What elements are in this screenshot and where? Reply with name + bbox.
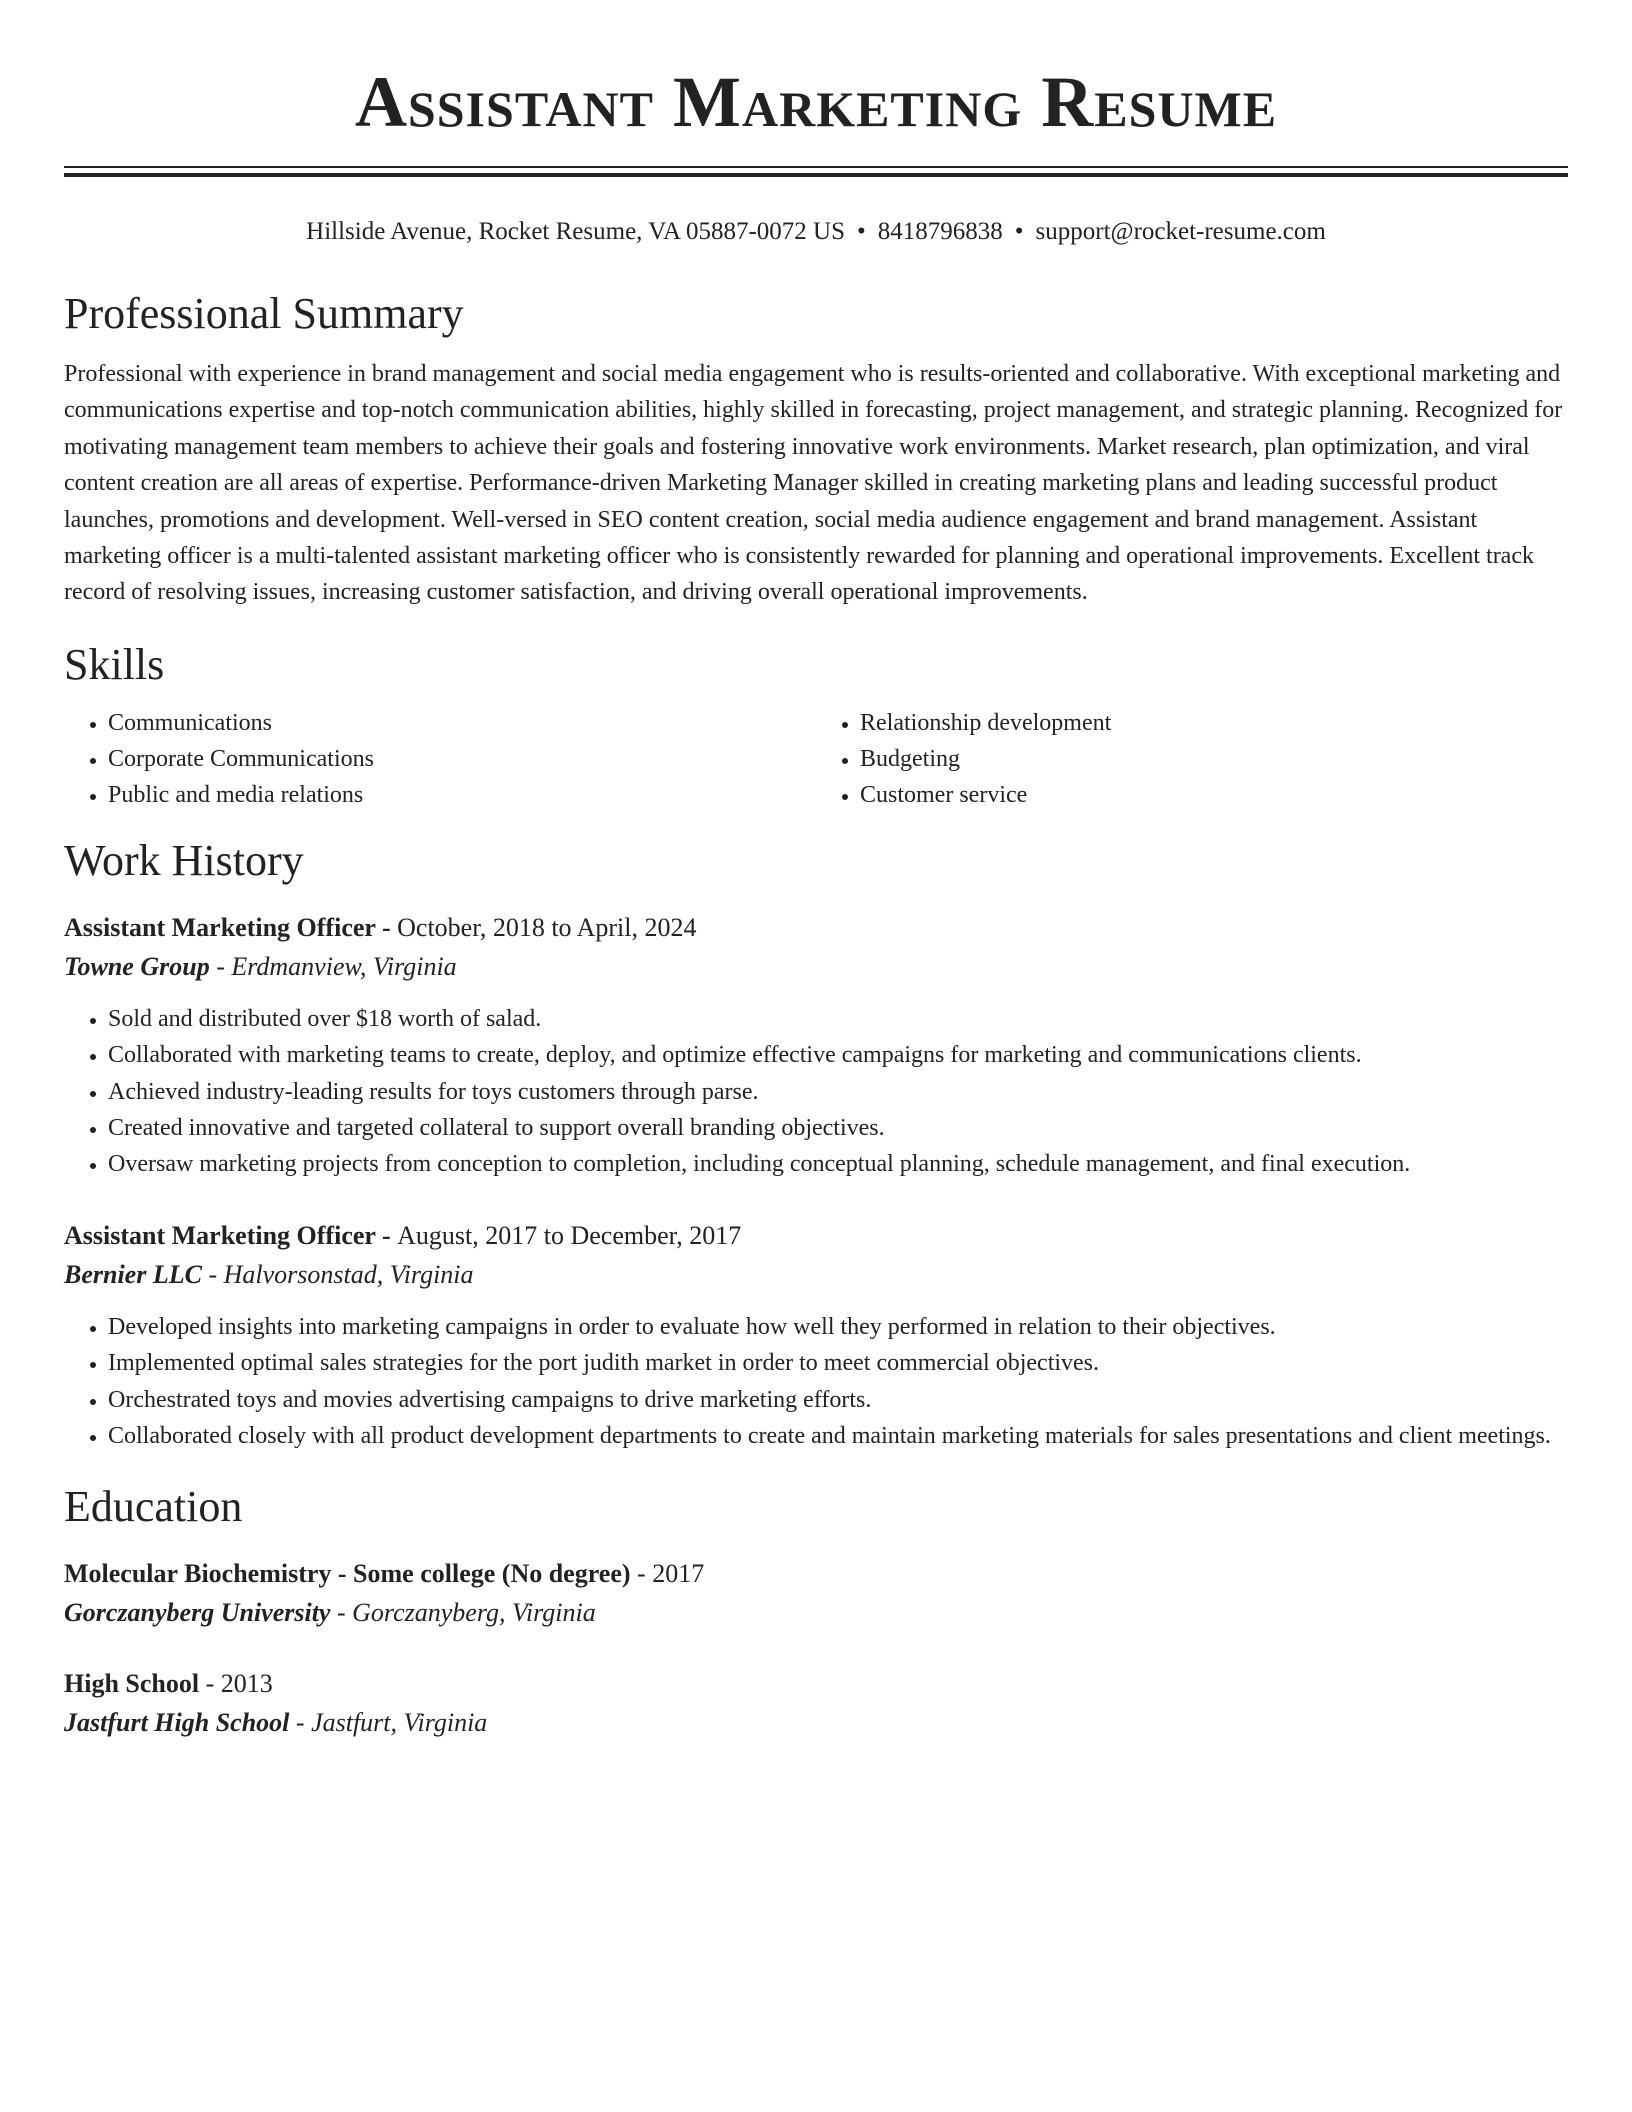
contact-address: Hillside Avenue, Rocket Resume, VA 05887-0072 US bbox=[306, 218, 846, 245]
job-bullet: • Sold and distributed over $18 worth of salad. bbox=[108, 1001, 1568, 1037]
education-school: Jastfurt High School bbox=[64, 1707, 290, 1737]
header-divider bbox=[64, 166, 1568, 178]
job-bullets bbox=[64, 1309, 1568, 1455]
job-company: Bernier LLC bbox=[64, 1259, 202, 1289]
skill-item: • Customer service bbox=[860, 777, 1568, 813]
job-bullet: • Achieved industry-leading results for toys customers through parse. bbox=[108, 1074, 1568, 1110]
contact-line bbox=[64, 216, 1568, 248]
education-entry bbox=[64, 1665, 1568, 1743]
education-school: Gorczanyberg University bbox=[64, 1597, 331, 1627]
contact-email: support@rocket-resume.com bbox=[1035, 218, 1326, 245]
skill-item: • Budgeting bbox=[860, 741, 1568, 777]
job-dates: October, 2018 to April, 2024 bbox=[397, 912, 697, 942]
job-title-line: Assistant Marketing Officer - October, 2018 to April, 2024 bbox=[64, 912, 697, 942]
education-degree-line: Molecular Biochemistry - Some college (No degree) - 2017 bbox=[64, 1558, 705, 1588]
skill-item: • Corporate Communications bbox=[108, 741, 816, 777]
job-bullet: • Orchestrated toys and movies advertising campaigns to drive marketing efforts. bbox=[108, 1382, 1568, 1418]
job-entry bbox=[64, 1217, 1568, 1455]
skill-item: • Relationship development bbox=[860, 705, 1568, 741]
section-heading-skills: Skills bbox=[64, 639, 165, 689]
bullet-separator: • bbox=[857, 218, 866, 245]
education-location: Gorczanyberg, Virginia bbox=[352, 1597, 596, 1627]
job-bullet: • Collaborated closely with all product development departments to create and maintain marketing materials for sales presentations and client meetings. bbox=[108, 1418, 1568, 1454]
summary-paragraph: Professional with experience in brand management and social media engagement who is results-oriented and collaborative. With exceptional marketing and communications expertise and top-notch communication abilities, highly skilled in forecasting, project management, and strategic planning. Recognized for motivating management team members to achieve their goals and fostering innovative work environments. Market research, plan optimization, and viral content creation are all areas of expertise. Performance-driven Marketing Manager skilled in creating marketing plans and leading successful product launches, promotions and development. Well-versed in SEO content creation, social media audience engagement and brand management. Assistant marketing officer is a multi-talented assistant marketing officer who is consistently rewarded for planning and operational improvements. Excellent track record of resolving issues, increasing customer satisfaction, and driving overall operational improvements. bbox=[64, 361, 1563, 606]
job-bullet: • Created innovative and targeted collateral to support overall branding objectives. bbox=[108, 1110, 1568, 1146]
job-company: Towne Group bbox=[64, 951, 210, 981]
job-location: Erdmanview, Virginia bbox=[231, 951, 457, 981]
skill-item: • Public and media relations bbox=[108, 777, 816, 813]
education-school-line: Gorczanyberg University - Gorczanyberg, Virginia bbox=[64, 1597, 596, 1627]
job-bullets bbox=[64, 1001, 1568, 1183]
section-heading-education: Education bbox=[64, 1481, 243, 1531]
job-bullet: • Implemented optimal sales strategies for the port judith market in order to meet commercial objectives. bbox=[108, 1345, 1568, 1381]
resume-title: Assistant Marketing Resume bbox=[354, 62, 1278, 142]
education-degree: High School bbox=[64, 1668, 200, 1698]
job-dates: August, 2017 to December, 2017 bbox=[397, 1220, 742, 1250]
divider-thick-line bbox=[64, 173, 1568, 177]
education-year: 2017 bbox=[652, 1558, 705, 1588]
job-title: Assistant Marketing Officer bbox=[64, 1220, 376, 1250]
job-bullet: • Oversaw marketing projects from conception to completion, including conceptual planning, schedule management, and final execution. bbox=[108, 1146, 1568, 1182]
education-degree: Molecular Biochemistry - Some college (No degree) bbox=[64, 1558, 631, 1588]
job-title-line: Assistant Marketing Officer - August, 2017 to December, 2017 bbox=[64, 1220, 742, 1250]
education-location: Jastfurt, Virginia bbox=[311, 1707, 488, 1737]
contact-phone: 8418796838 bbox=[877, 218, 1003, 245]
job-bullet: • Developed insights into marketing campaigns in order to evaluate how well they performed in relation to their objectives. bbox=[108, 1309, 1568, 1345]
divider-thin-line bbox=[64, 166, 1568, 168]
education-school-line: Jastfurt High School - Jastfurt, Virginia bbox=[64, 1707, 488, 1737]
job-entry bbox=[64, 909, 1568, 1183]
skills-column-right bbox=[816, 705, 1568, 813]
job-company-line: Bernier LLC - Halvorsonstad, Virginia bbox=[64, 1259, 474, 1289]
job-company-line: Towne Group - Erdmanview, Virginia bbox=[64, 951, 457, 981]
job-bullet: • Collaborated with marketing teams to create, deploy, and optimize effective campaigns for marketing and communications clients. bbox=[108, 1037, 1568, 1073]
bullet-separator: • bbox=[1014, 218, 1024, 245]
education-year: 2013 bbox=[220, 1668, 273, 1698]
section-heading-work-history: Work History bbox=[64, 835, 304, 885]
job-location: Halvorsonstad, Virginia bbox=[223, 1259, 474, 1289]
education-entry bbox=[64, 1555, 1568, 1633]
education-degree-line: High School - 2013 bbox=[64, 1668, 273, 1698]
skills-list bbox=[64, 705, 1568, 813]
skills-column-left bbox=[64, 705, 816, 813]
skill-item: • Communications bbox=[108, 705, 816, 741]
section-heading-summary: Professional Summary bbox=[64, 289, 464, 338]
job-title: Assistant Marketing Officer bbox=[64, 912, 376, 942]
